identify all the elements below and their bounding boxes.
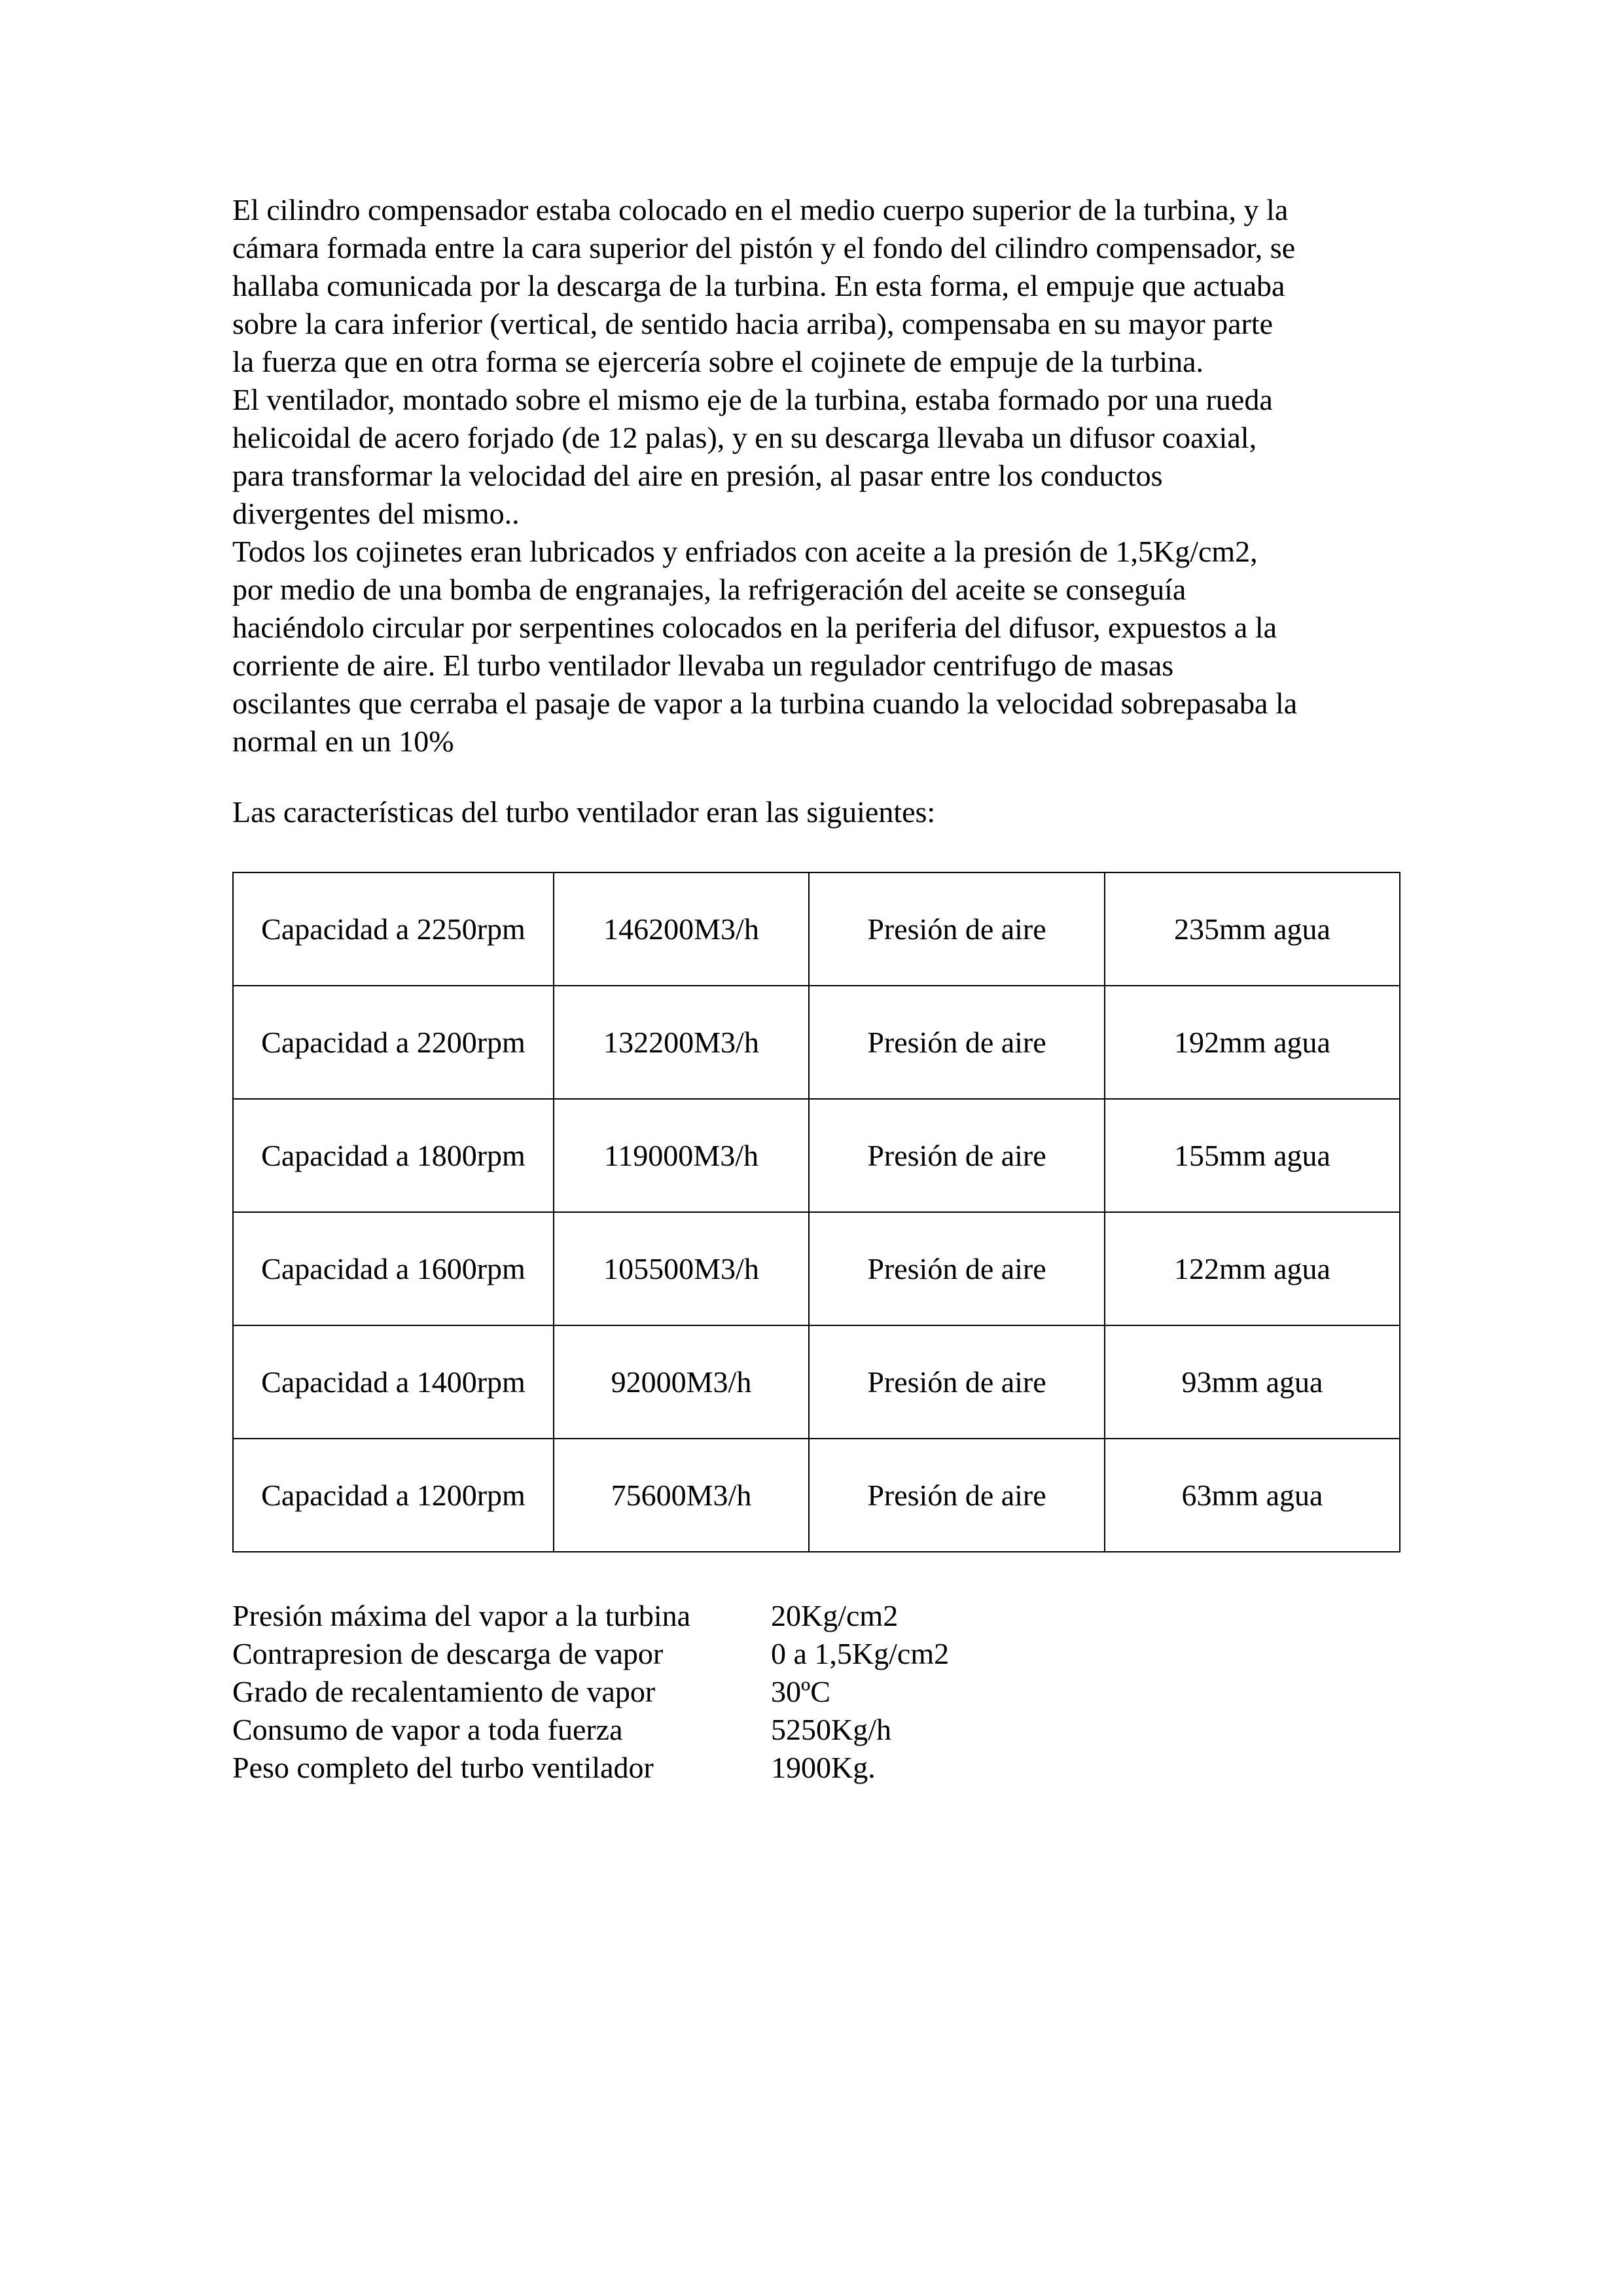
table-cell: 63mm agua	[1105, 1439, 1400, 1552]
text-line: oscilantes que cerraba el pasaje de vapor a la turbina cuando la velocidad sobrepasaba la	[232, 687, 1298, 720]
table-cell: 119000M3/h	[554, 1099, 809, 1212]
summary-value: 1900Kg.	[771, 1751, 876, 1784]
table-cell: 132200M3/h	[554, 986, 809, 1099]
text-line: El ventilador, montado sobre el mismo eje de la turbina, estaba formado por una rueda	[232, 383, 1273, 416]
summary-label: Consumo de vapor a toda fuerza	[232, 1713, 623, 1746]
table-row	[233, 986, 1400, 1099]
table-cell: 92000M3/h	[554, 1325, 809, 1439]
text-line: corriente de aire. El turbo ventilador llevaba un regulador centrifugo de masas	[232, 649, 1174, 682]
table-cell: Presión de aire	[809, 986, 1105, 1099]
table-cell: Presión de aire	[809, 1325, 1105, 1439]
table-cell: 105500M3/h	[554, 1212, 809, 1325]
table-row	[233, 1439, 1400, 1552]
text-line: cámara formada entre la cara superior del pistón y el fondo del cilindro compensador, se	[232, 231, 1296, 264]
specs-table	[232, 872, 1400, 1552]
table-cell: Capacidad a 1400rpm	[233, 1325, 554, 1439]
table-cell: 122mm agua	[1105, 1212, 1400, 1325]
text-line: por medio de una bomba de engranajes, la refrigeración del aceite se conseguía	[232, 573, 1186, 606]
table-cell: Capacidad a 2250rpm	[233, 872, 554, 986]
text-line: hallaba comunicada por la descarga de la turbina. En esta forma, el empuje que actuaba	[232, 269, 1285, 302]
summary-value: 5250Kg/h	[771, 1713, 891, 1746]
table-cell: Presión de aire	[809, 1439, 1105, 1552]
text-line: Todos los cojinetes eran lubricados y enfriados con aceite a la presión de 1,5Kg/cm2,	[232, 535, 1258, 568]
table-cell: Capacidad a 1800rpm	[233, 1099, 554, 1212]
table-cell: Capacidad a 1200rpm	[233, 1439, 554, 1552]
text-line: sobre la cara inferior (vertical, de sentido hacia arriba), compensaba en su mayor parte	[232, 307, 1274, 340]
table-cell: Capacidad a 1600rpm	[233, 1212, 554, 1325]
text-line: para transformar la velocidad del aire en presión, al pasar entre los conductos	[232, 459, 1163, 492]
table-cell: 75600M3/h	[554, 1439, 809, 1552]
summary-label: Presión máxima del vapor a la turbina	[232, 1599, 691, 1632]
table-cell: Presión de aire	[809, 1099, 1105, 1212]
table-cell: Capacidad a 2200rpm	[233, 986, 554, 1099]
table-row	[233, 1325, 1400, 1439]
table-intro: Las características del turbo ventilador eran las siguientes:	[232, 795, 936, 829]
summary-value: 30ºC	[771, 1675, 830, 1708]
summary-label: Grado de recalentamiento de vapor	[232, 1675, 656, 1708]
table-row	[233, 1099, 1400, 1212]
body-text	[232, 191, 1410, 761]
table-cell: 235mm agua	[1105, 872, 1400, 986]
table-cell: 146200M3/h	[554, 872, 809, 986]
text-line: la fuerza que en otra forma se ejercería sobre el cojinete de empuje de la turbina.	[232, 345, 1204, 378]
summary-value: 20Kg/cm2	[771, 1599, 899, 1632]
text-line: normal en un 10%	[232, 725, 454, 758]
text-line: helicoidal de acero forjado (de 12 palas), y en su descarga llevaba un difusor coaxial,	[232, 421, 1257, 454]
table-row	[233, 872, 1400, 986]
table-cell: Presión de aire	[809, 872, 1105, 986]
summary-label: Contrapresion de descarga de vapor	[232, 1637, 664, 1670]
table-cell: 93mm agua	[1105, 1325, 1400, 1439]
text-line: divergentes del mismo..	[232, 497, 520, 530]
table-cell: 155mm agua	[1105, 1099, 1400, 1212]
table-cell: Presión de aire	[809, 1212, 1105, 1325]
table-cell: 192mm agua	[1105, 986, 1400, 1099]
text-line: El cilindro compensador estaba colocado en el medio cuerpo superior de la turbina, y la	[232, 193, 1289, 226]
summary-label: Peso completo del turbo ventilador	[232, 1751, 654, 1784]
text-line: haciéndolo circular por serpentines colocados en la periferia del difusor, expuestos a la	[232, 611, 1277, 644]
table-row	[233, 1212, 1400, 1325]
summary-value: 0 a 1,5Kg/cm2	[771, 1637, 950, 1670]
